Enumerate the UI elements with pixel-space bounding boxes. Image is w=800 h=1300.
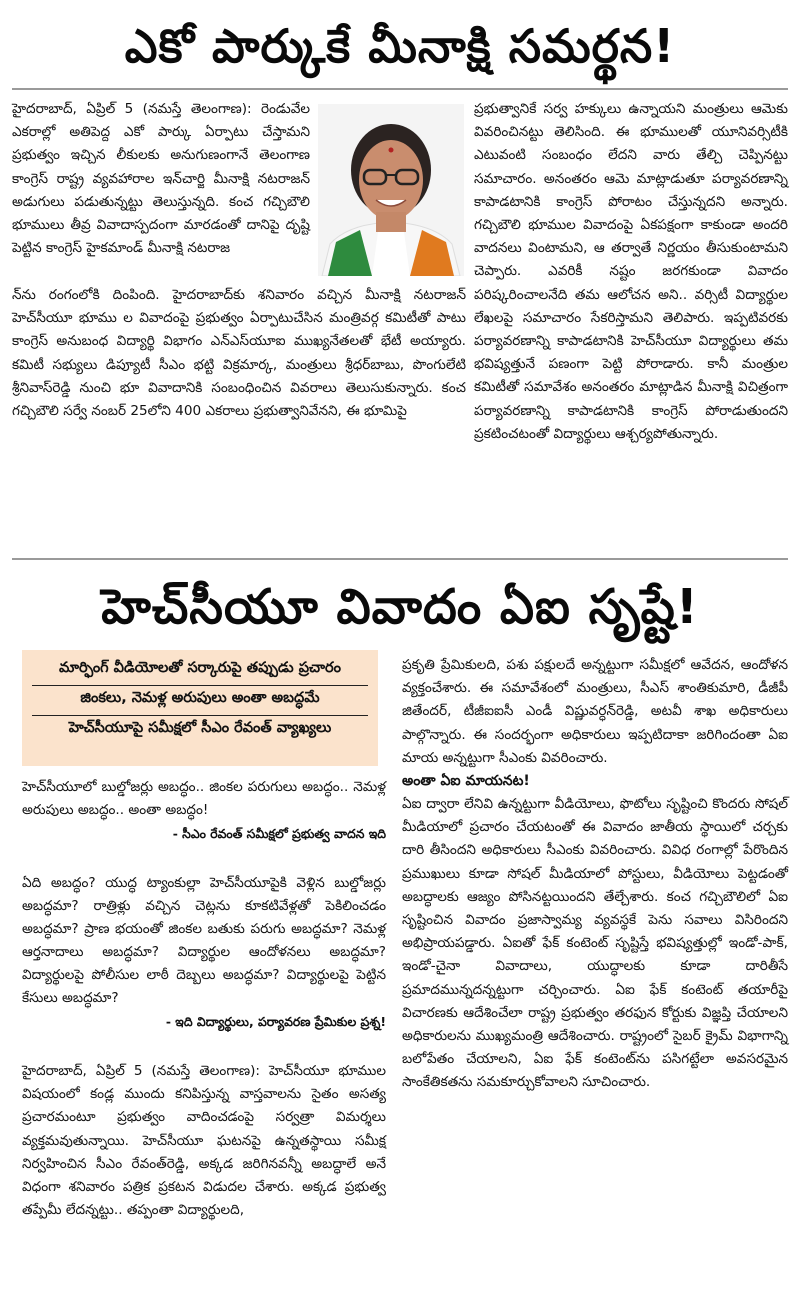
article2-headline: హెచ్‌సీయూ వివాదం ఏఐ సృష్టే! [101,579,699,635]
article1-paragraph-middle: న్‌ను రంగంలోకి దింపింది. హైదరాబాద్‌కు శనివారం వచ్చిన మీనాక్షి నటరాజన్ హెచ్‌సీయూ భూము ల వివాదంపై ప్రభుత్వం ఏర్పాటుచేసిన మంత్రివర్గ కమిటీతో పాటు కాంగ్రెస్ అనుబంధ విద్యార్థి విభాగం ఎన్ఎస్‌యూఐ ముఖ్యనేతలతో భేటీ అయ్యారు. కమిటీ సభ్యులు డిప్యూటీ సీఎం భట్టి విక్రమార్క, మంత్రులు శ్రీధర్‌బాబు, పొంగులేటి శ్రీనివాస్‌రెడ్డి నుంచి భూ వివాదానికి సంబంధించిన వివరాలు తెలుసుకున్నారు. కంచ గచ్చిబౌలి సర్వే నంబర్ 25లోని 400 ఎకరాలు ప్రభుత్వానివేనని, ఈ భూమిపై [12,287,466,420]
article2-body-right [402,654,788,1095]
highlights-box [22,650,378,766]
government-claim-quote: హెచ్‌సీయూలో బుల్డోజర్లు అబద్ధం.. జింకల పరుగులు అబద్ధం.. నెమళ్ల అరుపులు అబద్ధం.. అంతా అబద్ధం! [22,779,386,818]
article2-body-left [22,776,386,1222]
article-divider [12,558,788,560]
article2-paragraph-left: హైదరాబాద్, ఏప్రిల్ 5 (నమస్తే తెలంగాణ): హెచ్‌సీయూ భూముల విషయంలో కండ్ల ముందు కనిపిస్తున్న వాస్తవాలను సైతం అసత్య ప్రచారమంటూ ప్రభుత్వం వాదించడంపై సర్వత్రా విమర్శలు వ్యక్తమవుతున్నాయి. హెచ్‌సీయూ ఘటనపై ఉన్నతస్థాయి సమీక్ష నిర్వహించిన సీఎం రేవంత్‌రెడ్డి, అక్కడ జరిగినవన్నీ అబద్ధాలే అనే విధంగా శనివారం పత్రిక ప్రకటన విడుదల చేశారు. అక్కడ ప్రభుత్వ తప్పేమీ లేదన్నట్టు.. తప్పంతా విద్యార్థులది, [22,1063,386,1219]
article1-headline: ఎకో పార్కుకే మీనాక్షి సమర్థన! [124,19,676,73]
article1-body-right [474,98,788,446]
highlight-line: జింకలు, నెమళ్ల అరుపులు అంతా అబద్ధమే [32,686,368,716]
article2-paragraph-right-1: ప్రకృతి ప్రేమికులది, పశు పక్షులదే అన్నట్టుగా సమీక్షలో ఆవేదన, ఆందోళన వ్యక్తంచేశారు. ఈ సమావేశంలో మంత్రులు, సీఎస్ శాంతికుమారి, డీజీపీ జితేందర్, టీజీఐఐసీ ఎండీ విష్ణువర్ధన్‌రెడ్డి, అటవీ శాఖ అధికారులు పాల్గొన్నారు. ఈ సందర్భంగా అధికారులు ఇప్పటిదాకా జరిగిందంతా ఏఐ మాయ అన్నట్టుగా సీఎంకు వివరించారు. [402,657,788,766]
article1-paragraph-right: ప్రభుత్వానికే సర్వ హక్కులు ఉన్నాయని మంత్రులు ఆమెకు వివరించినట్టు తెలిసింది. ఈ భూములతో యూనివర్సిటీకి ఎటువంటి సంబంధం లేదని వారు తేల్చి చెప్పినట్టు సమాచారం. అనంతరం ఆమె మాట్లాడుతూ పర్యావరణాన్ని కాపాడటానికి కాంగ్రెస్ పోరాటం చేస్తున్నదని అన్నారు. గచ్చిబౌలి భూముల వివాదంపై ఏకపక్షంగా కాకుండా అందరి వాదనలు వింటామని, ఆ తర్వాతే నిర్ణయం తీసుకుంటామని చెప్పారు. ఎవరికీ నష్టం జరగకుండా వివాదం పరిష్కరించాలనేది తమ ఆలోచన అని.. వర్సిటీ విద్యార్థుల లేఖలపై సమాచారం సేకరిస్తామని తెలిపారు. ఇప్పటివరకు పర్యావరణాన్ని కాపాడటానికి హెచ్‌సీయూ విద్యార్థులు తమ భవిష్యత్తునే పణంగా పెట్టి పోరాడారు. కానీ మంత్రుల కమిటీతో సమావేశం అనంతరం మాట్లాడిన మీనాక్షి విచిత్రంగా పర్యావరణాన్ని కాపాడటానికి కాంగ్రెస్ పోరాడుతుందని ప్రకటించటంతో విద్యార్థులు ఆశ్చర్యపోతున్నారు. [474,101,788,442]
headline-rule [12,88,788,90]
article2-paragraph-right-2: ఏఐ ద్వారా లేనివి ఉన్నట్టుగా వీడియోలు, ఫొటోలు సృష్టించి కొందరు సోషల్ మీడియాలో ప్రచారం చేయటంతో ఈ వివాదం జాతీయ స్థాయిలో చర్చకు దారి తీసిందని అధికారులు సీఎంకు వివరించారు. వివిధ రంగాల్లో పేరొందిన ప్రముఖులు కూడా సోషల్ మీడియాలో పోస్టులు, వీడియోలు పెట్టడంతో అబద్ధాలకు ఆజ్యం పోసినట్టయిందని తేల్చేశారు. కంచ గచ్చిబౌలిలో ఏఐ సృష్టించిన వివాదం ప్రజాస్వామ్య వ్యవస్థకే పెను సవాలు విసిరిందని అభిప్రాయపడ్డారు. ఏఐతో ఫేక్ కంటెంట్ సృష్టిస్తే భవిష్యత్తుల్లో ఇండో-పాక్, ఇండో-చైనా వివాదాలు, యుద్ధాలకు కూడా దారితీసే ప్రమాదమున్నదన్నట్టుగా చర్చించారు. ఏఐ ఫేక్ కంటెంట్ తయారీపై విచారణకు ఆదేశించేలా రాష్ట్ర ప్రభుత్వం తరఫున కోర్టుకు విజ్ఞప్తి చేయాలని అధికారులను ముఖ్యమంత్రి ఆదేశించారు. రాష్ట్రంలో సైబర్ క్రైమ్ విభాగాన్ని బలోపేతం చేయాలని, ఏఐ ఫేక్ కంటెంట్‌ను పసిగట్టేలా అవసరమైన సాంకేతికతను సమకూర్చుకోవాలని సూచించారు. [402,796,788,1091]
students-question-attribution: - ఇది విద్యార్థులు, పర్యావరణ ప్రేమికుల ప్రశ్న! [165,1014,386,1029]
highlight-line: హెచ్‌సీయూపై సమీక్షలో సీఎం రేవంత్ వ్యాఖ్యలు [68,720,332,736]
students-question-quote: ఏది అబద్ధం? యుద్ధ ట్యాంకుల్లా హెచ్‌సీయూపైకి వెళ్లిన బుల్డోజర్లు అబద్ధమా? రాత్రిళ్లు వచ్చిన చెట్లను కూకటివేళ్లతో పెకిలించడం అబద్ధమా? ప్రాణ భయంతో జింకల బతుకు పరుగు అబద్ధమా? నెమళ్ల ఆర్తనాదాలు అబద్ధమా? విద్యార్థుల ఆందోళనలు అబద్ధమా? విద్యార్థులపై పోలీసుల లాఠీ దెబ్బలు అబద్ధమా? విద్యార్థులపై పెట్టిన కేసులు అబద్ధమా? [22,875,386,1006]
article1-body-middle [12,284,466,423]
portrait-photo [318,104,464,276]
portrait-illustration [318,104,464,276]
article1-paragraph-left: హైదరాబాద్, ఏప్రిల్ 5 (నమస్తే తెలంగాణ): రెండువేల ఎకరాల్లో అతిపెద్ద ఎకో పార్కు ఏర్పాటు చేస్తామని ప్రభుత్వం ఇచ్చిన లీకులకు అనుగుణంగానే తెలంగాణ కాంగ్రెస్ రాష్ట్ర వ్యవహారాల ఇన్‌చార్జి మీనాక్షి నటరాజన్ అడుగులు పడుతున్నట్టు తెలుస్తున్నది. కంచ గచ్చిబౌలి భూములు తీవ్ర వివాదాస్పదంగా మారడంతో దానిపై దృష్టి పెట్టిన కాంగ్రెస్ హైకమాండ్ మీనాక్షి నటరాజ [12,101,310,257]
government-claim-attribution: - సీఎం రేవంత్ సమీక్షలో ప్రభుత్వ వాదన ఇది [172,826,386,841]
article2-subheading: అంతా ఏఐ మాయనట! [402,773,530,790]
highlight-line: మార్ఫింగ్ వీడియోలతో సర్కారుపై తప్పుడు ప్రచారం [32,656,368,686]
article1-body-left [12,98,310,260]
